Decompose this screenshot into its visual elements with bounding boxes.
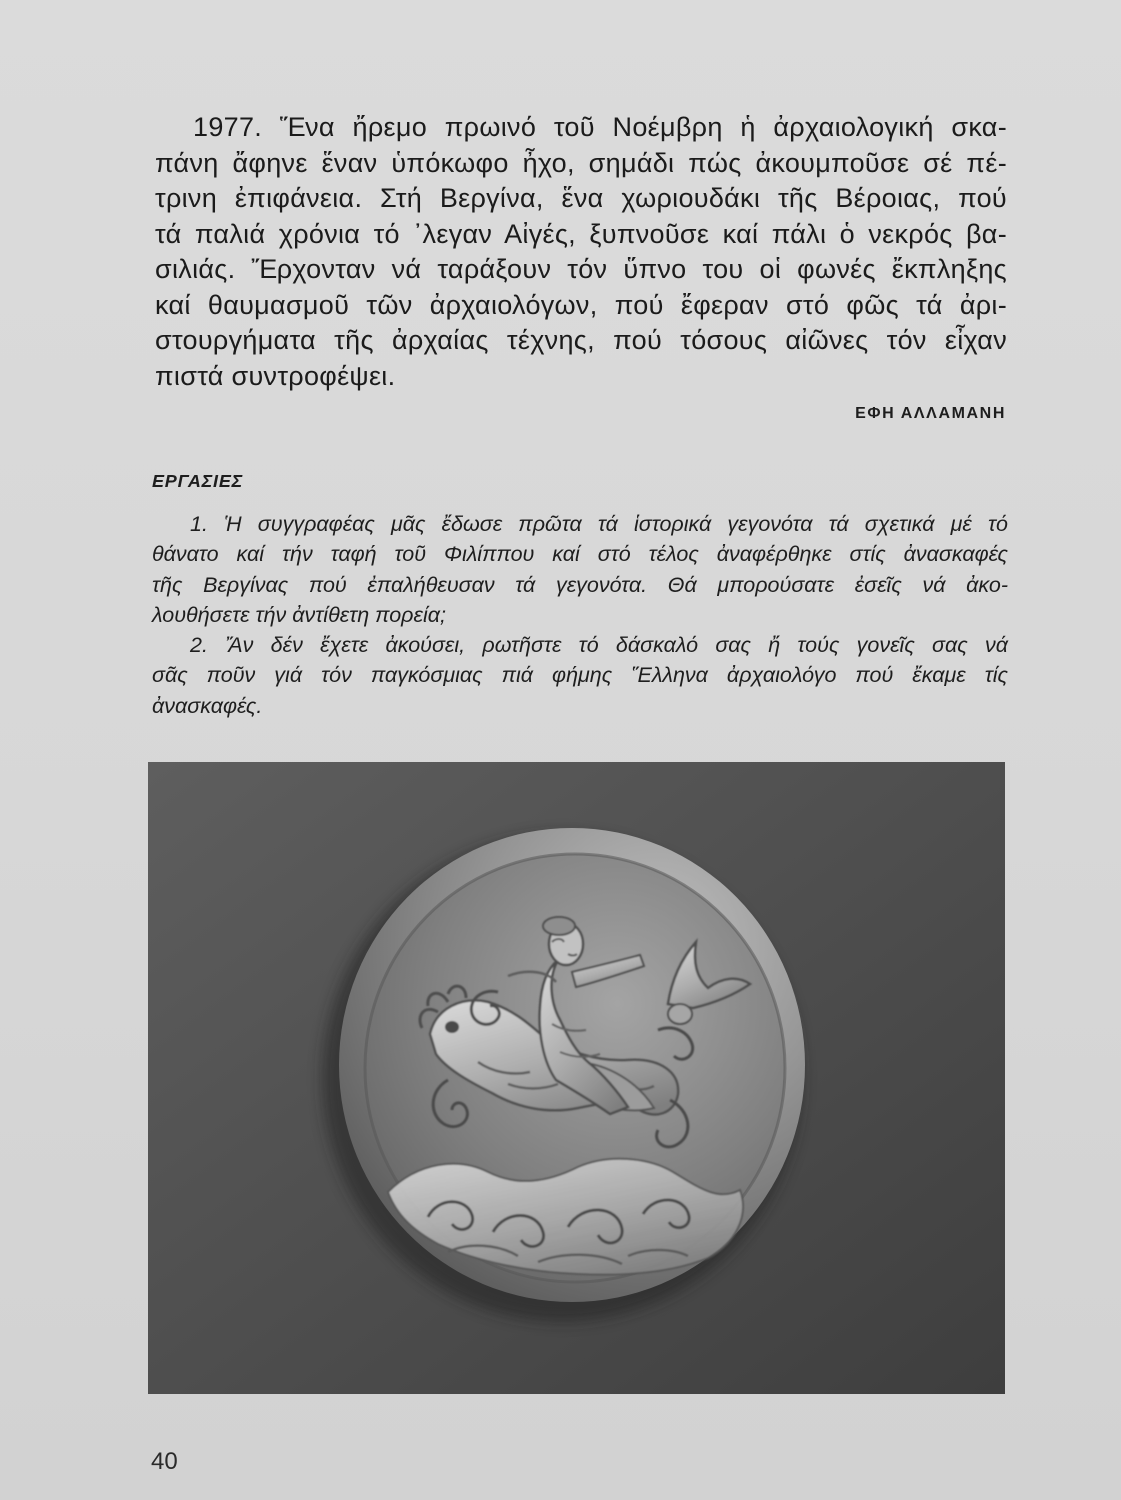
exercise-line: τῆς Βεργίνας πού ἐπαλήθευσαν τά γεγονότα. Θά μπορούσατε ἐσεῖς νά ἀκο- bbox=[152, 572, 1008, 597]
medallion-illustration bbox=[148, 762, 1005, 1394]
passage-line: πάνη ἄφηνε ἕναν ὑπόκωφο ἦχο, σημάδι πώς ἀκουμποῦσε σέ πέ- bbox=[155, 147, 1007, 178]
author-name: ΕΦΗ ΑΛΛΑΜΑΝΗ bbox=[855, 405, 1006, 422]
passage-line: τά παλιά χρόνια τό ᾽λεγαν Αἰγές, ξυπνοῦσε καί πάλι ὁ νεκρός βα- bbox=[155, 218, 1007, 249]
exercise-item bbox=[152, 509, 1008, 630]
passage-line: 1977. Ἕνα ἤρεμο πρωινό τοῦ Νοέμβρη ἡ ἀρχαιολογική σκα- bbox=[193, 112, 1007, 142]
exercise-line: ἀνασκαφές. bbox=[152, 693, 263, 718]
exercise-line: λουθήσετε τήν ἀντίθετη πορεία; bbox=[152, 602, 446, 627]
exercise-line: 1. Ἡ συγγραφέας μᾶς ἔδωσε πρῶτα τά ἱστορικά γεγονότα τά σχετικά μέ τό bbox=[190, 512, 1008, 536]
passage-line: σιλιάς. Ἔρχονταν νά ταράξουν τόν ὕπνο του οἱ φωνές ἔκπληξης bbox=[155, 254, 1007, 284]
passage-line: στουργήματα τῆς ἀρχαίας τέχνης, πού τόσους αἰῶνες τόν εἶχαν bbox=[155, 325, 1007, 355]
medallion-photo bbox=[148, 762, 1005, 1394]
passage-line: πιστά συντροφέψει. bbox=[155, 360, 396, 391]
exercises-list bbox=[152, 509, 1008, 721]
exercise-line: 2. Ἄν δέν ἔχετε ἀκούσει, ρωτῆστε τό δάσκαλό σας ἤ τούς γονεῖς σας νά bbox=[190, 633, 1008, 658]
exercise-item bbox=[152, 630, 1008, 721]
passage-line: τρινη ἐπιφάνεια. Στή Βεργίνα, ἕνα χωριουδάκι τῆς Βέροιας, πού bbox=[155, 183, 1007, 213]
exercise-line: θάνατο καί τήν ταφή τοῦ Φιλίππου καί στό τέλος ἀναφέρθηκε στίς ἀνασκαφές bbox=[152, 542, 1008, 567]
exercise-line: σᾶς ποῦν γιά τόν παγκόσμιας πιά φήμης Ἕλληνα ἀρχαιολόγο πού ἔκαμε τίς bbox=[152, 663, 1008, 688]
page-number: 40 bbox=[151, 1448, 178, 1475]
exercises-heading: ΕΡΓΑΣΙΕΣ bbox=[152, 471, 244, 491]
passage-text bbox=[155, 110, 1007, 394]
passage-line: καί θαυμασμοῦ τῶν ἀρχαιολόγων, πού ἔφεραν στό φῶς τά ἀρι- bbox=[155, 289, 1007, 320]
